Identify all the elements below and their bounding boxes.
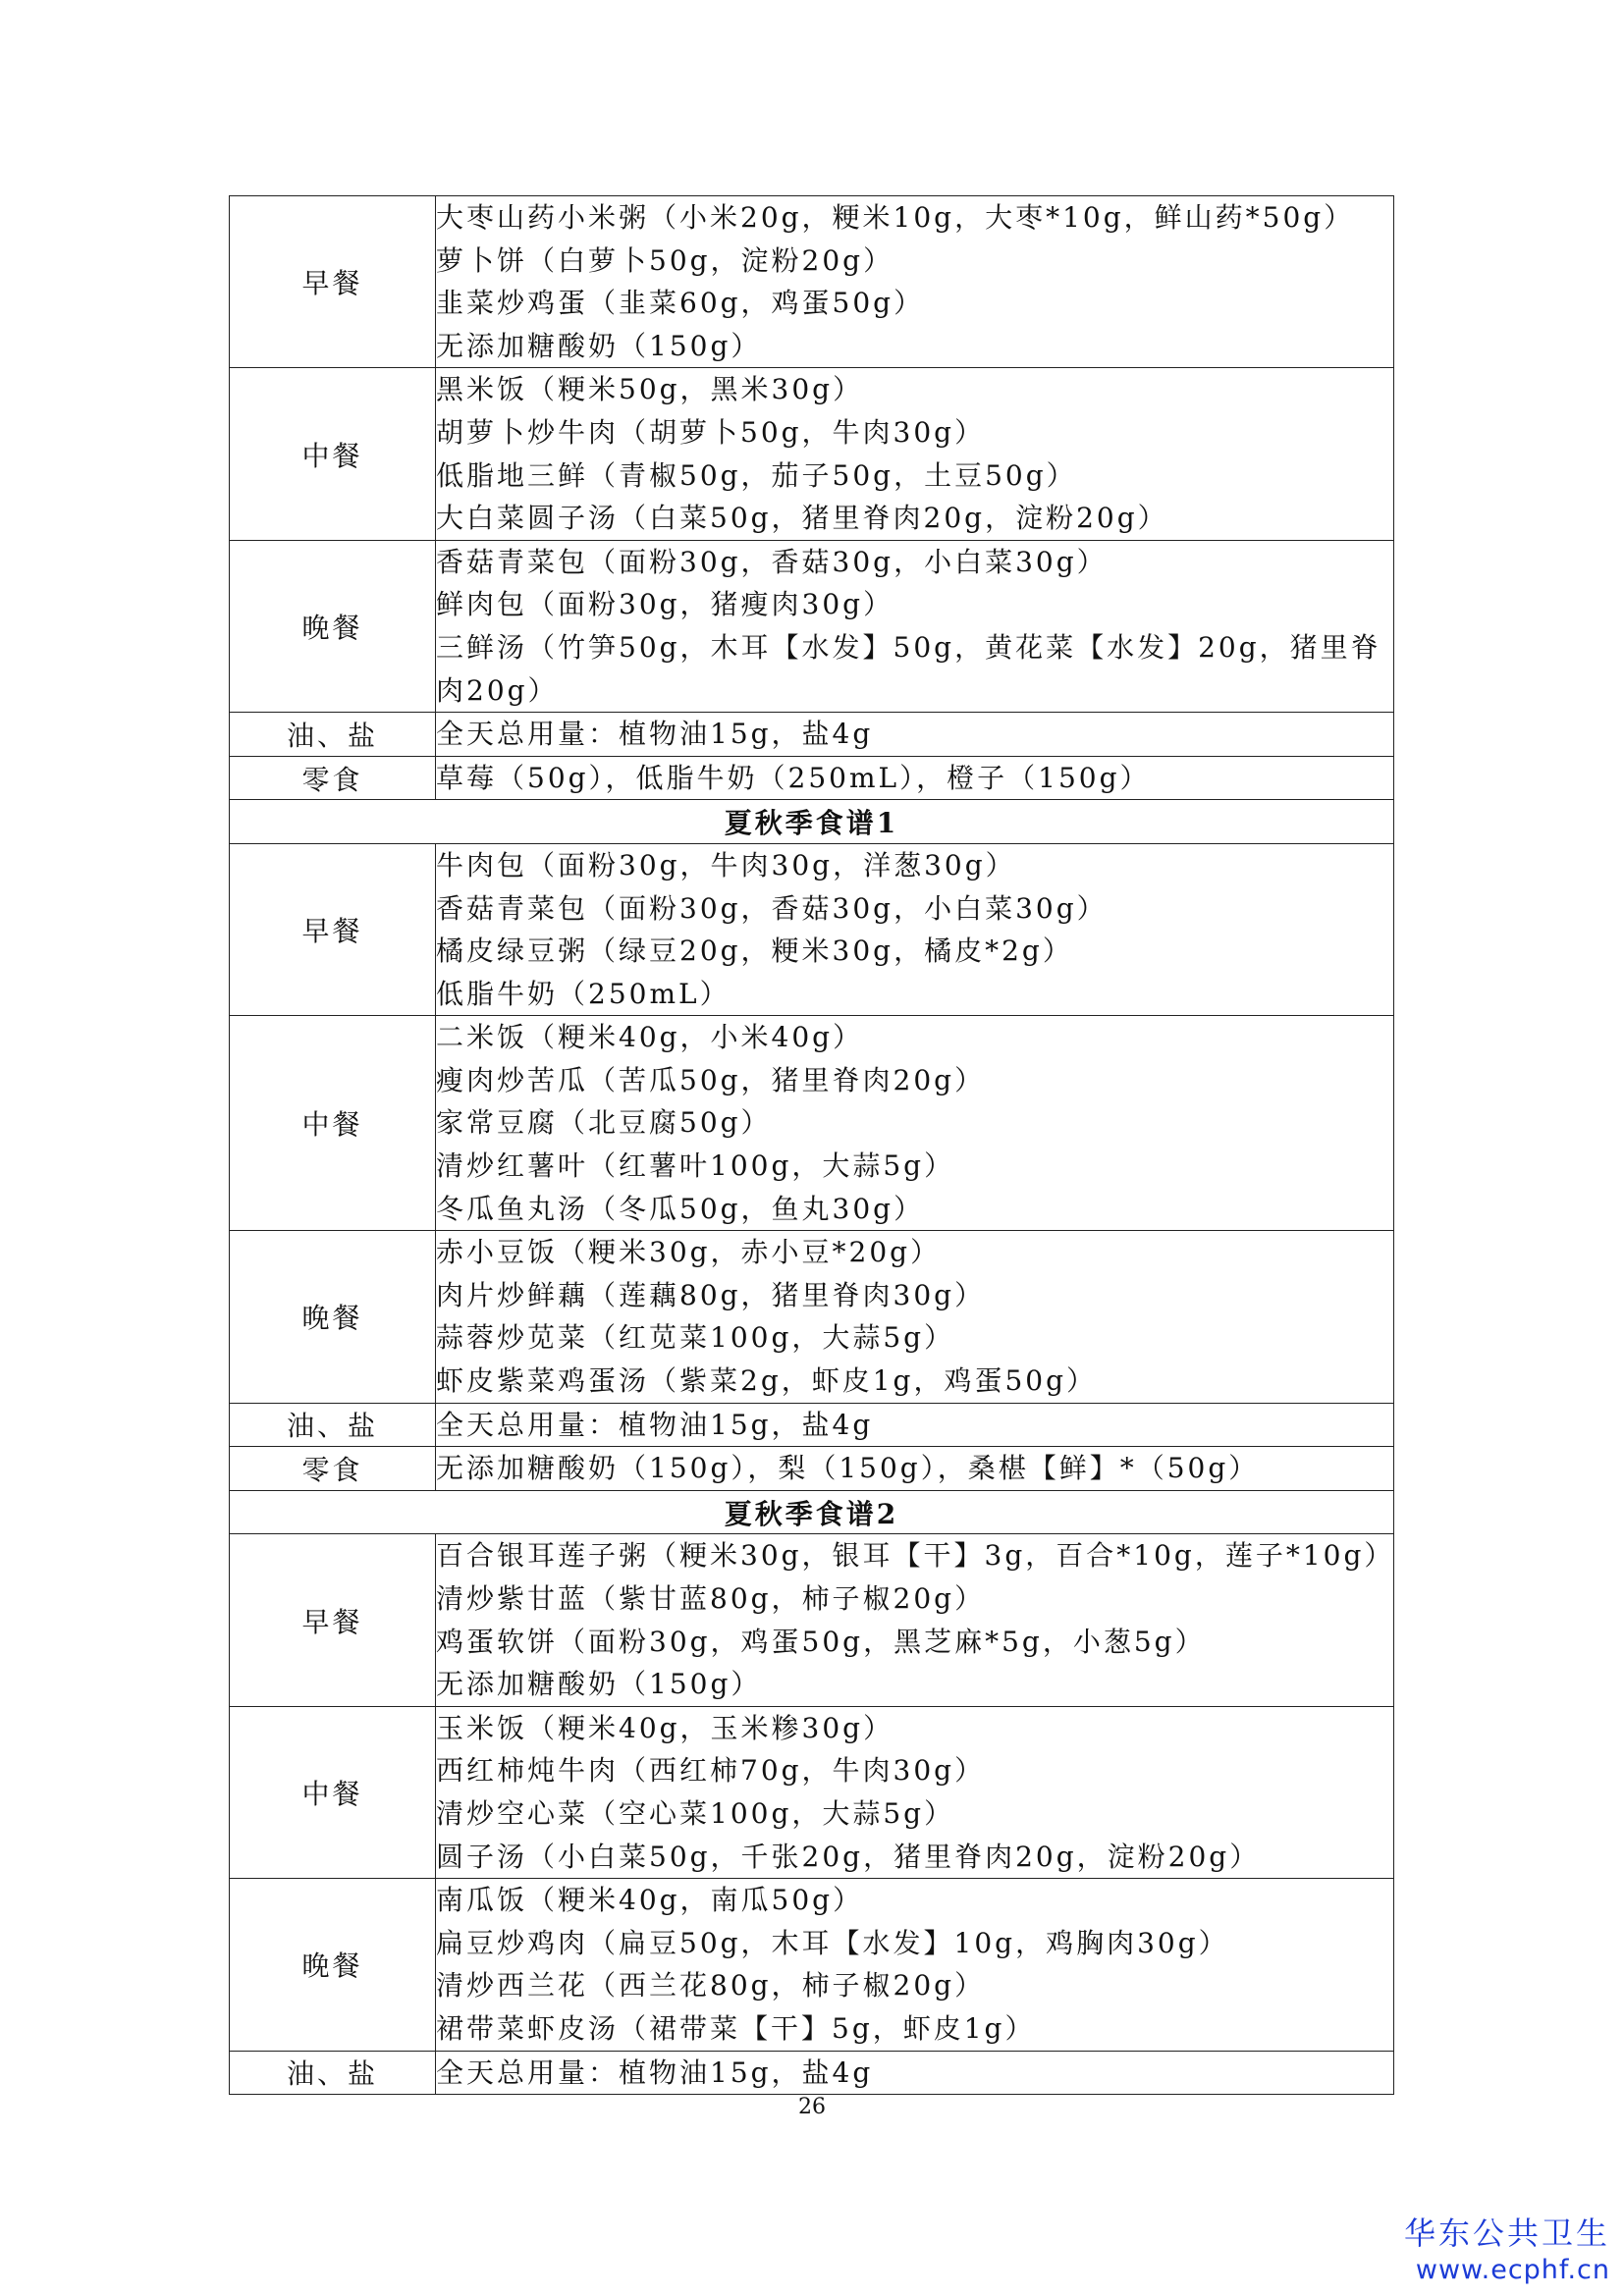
meal-label: 中餐	[230, 368, 436, 540]
menu-row	[230, 1706, 1394, 1878]
menu-row	[230, 2051, 1394, 2095]
food-item: 三鲜汤（竹笋50g，木耳【水发】50g，黄花菜【水发】20g，猪里脊肉20g）	[436, 630, 1381, 707]
meal-label: 晚餐	[230, 540, 436, 712]
meal-items	[436, 1879, 1394, 2051]
menu-row	[230, 1403, 1394, 1447]
meal-label: 中餐	[230, 1016, 436, 1231]
meal-items	[436, 843, 1394, 1015]
food-item: 百合银耳莲子粥（粳米30g，银耳【干】3g，百合*10g，莲子*10g）	[436, 1539, 1395, 1573]
food-item: 黑米饭（粳米50g，黑米30g）	[436, 373, 864, 406]
menu-row	[230, 1447, 1394, 1491]
meal-items	[436, 1231, 1394, 1403]
section-header-row	[230, 1490, 1394, 1534]
meal-label: 早餐	[230, 196, 436, 368]
food-item: 无添加糖酸奶（150g）	[436, 329, 762, 362]
menu-row	[230, 368, 1394, 540]
menu-table-body	[230, 196, 1394, 2095]
meal-items	[436, 1403, 1394, 1447]
meal-items	[436, 1534, 1394, 1706]
menu-row	[230, 1534, 1394, 1706]
meal-items	[436, 540, 1394, 712]
food-item: 胡萝卜炒牛肉（胡萝卜50g，牛肉30g）	[436, 415, 986, 449]
meal-items	[436, 713, 1394, 757]
food-item: 大白菜圆子汤（白菜50g，猪里脊肉20g，淀粉20g）	[436, 502, 1168, 535]
food-item: 全天总用量：植物油15g，盐4g	[436, 1408, 874, 1441]
food-item: 玉米饭（粳米40g，玉米糁30g）	[436, 1711, 894, 1744]
food-item: 清炒空心菜（空心菜100g，大蒜5g）	[436, 1796, 955, 1830]
food-item: 清炒西兰花（西兰花80g，柿子椒20g）	[436, 1969, 986, 2002]
meal-items	[436, 1447, 1394, 1491]
food-item: 瘦肉炒苦瓜（苦瓜50g，猪里脊肉20g）	[436, 1063, 986, 1096]
watermark-url[interactable]: www.ecphf.cn	[1415, 2255, 1610, 2285]
food-item: 二米饭（粳米40g，小米40g）	[436, 1021, 864, 1054]
food-item: 蒜蓉炒苋菜（红苋菜100g，大蒜5g）	[436, 1321, 955, 1355]
meal-items	[436, 1706, 1394, 1878]
meal-label: 零食	[230, 756, 436, 800]
meal-items	[436, 368, 1394, 540]
food-item: 韭菜炒鸡蛋（韭菜60g，鸡蛋50g）	[436, 287, 925, 320]
food-item: 清炒紫甘蓝（紫甘蓝80g，柿子椒20g）	[436, 1582, 986, 1615]
food-item: 香菇青菜包（面粉30g，香菇30g，小白菜30g）	[436, 891, 1108, 925]
menu-row	[230, 713, 1394, 757]
meal-label: 零食	[230, 1447, 436, 1491]
menu-row	[230, 843, 1394, 1015]
food-item: 无添加糖酸奶（150g），梨（150g），桑椹【鲜】*（50g）	[436, 1452, 1260, 1485]
section-header-row	[230, 800, 1394, 844]
menu-row	[230, 756, 1394, 800]
food-item: 全天总用量：植物油15g，盐4g	[436, 718, 874, 751]
food-item: 赤小豆饭（粳米30g，赤小豆*20g）	[436, 1236, 942, 1269]
food-item: 草莓（50g），低脂牛奶（250mL），橙子（150g）	[436, 761, 1151, 794]
food-item: 牛肉包（面粉30g，牛肉30g，洋葱30g）	[436, 848, 1016, 881]
food-item: 鸡蛋软饼（面粉30g，鸡蛋50g，黑芝麻*5g，小葱5g）	[436, 1625, 1206, 1658]
food-item: 虾皮紫菜鸡蛋汤（紫菜2g，虾皮1g，鸡蛋50g）	[436, 1364, 1098, 1398]
food-item: 无添加糖酸奶（150g）	[436, 1668, 762, 1701]
watermark-logo[interactable]	[1404, 2213, 1610, 2287]
meal-label: 油、盐	[230, 713, 436, 757]
meal-label: 油、盐	[230, 2051, 436, 2095]
menu-row	[230, 1879, 1394, 2051]
meal-label: 晚餐	[230, 1231, 436, 1403]
food-item: 肉片炒鲜藕（莲藕80g，猪里脊肉30g）	[436, 1278, 986, 1311]
meal-label: 早餐	[230, 843, 436, 1015]
food-item: 冬瓜鱼丸汤（冬瓜50g，鱼丸30g）	[436, 1192, 925, 1225]
section-title: 夏秋季食谱1	[230, 800, 1394, 844]
food-item: 低脂地三鲜（青椒50g，茄子50g，土豆50g）	[436, 458, 1077, 492]
food-item: 橘皮绿豆粥（绿豆20g，粳米30g，橘皮*2g）	[436, 934, 1073, 968]
food-item: 低脂牛奶（250mL）	[436, 977, 731, 1010]
food-item: 大枣山药小米粥（小米20g，粳米10g，大枣*10g，鲜山药*50g）	[436, 201, 1355, 234]
meal-label: 早餐	[230, 1534, 436, 1706]
meal-label: 油、盐	[230, 1403, 436, 1447]
menu-row	[230, 196, 1394, 368]
menu-row	[230, 1016, 1394, 1231]
food-item: 清炒红薯叶（红薯叶100g，大蒜5g）	[436, 1149, 955, 1183]
food-item: 鲜肉包（面粉30g，猪瘦肉30g）	[436, 588, 894, 621]
food-item: 南瓜饭（粳米40g，南瓜50g）	[436, 1884, 864, 1917]
food-item: 裙带菜虾皮汤（裙带菜【干】5g，虾皮1g）	[436, 2011, 1036, 2045]
meal-label: 中餐	[230, 1706, 436, 1878]
meal-items	[436, 196, 1394, 368]
food-item: 扁豆炒鸡肉（扁豆50g，木耳【水发】10g，鸡胸肉30g）	[436, 1926, 1229, 1959]
food-item: 全天总用量：植物油15g，盐4g	[436, 2056, 874, 2089]
meal-items	[436, 756, 1394, 800]
food-item: 萝卜饼（白萝卜50g，淀粉20g）	[436, 243, 894, 277]
watermark-name: 华东公共卫生	[1403, 2215, 1610, 2252]
meal-items	[436, 1016, 1394, 1231]
meal-items	[436, 2051, 1394, 2095]
meal-label: 晚餐	[230, 1879, 436, 2051]
page-number: 26	[798, 2095, 826, 2119]
menu-row	[230, 1231, 1394, 1403]
section-title: 夏秋季食谱2	[230, 1490, 1394, 1534]
menu-row	[230, 540, 1394, 712]
food-item: 家常豆腐（北豆腐50g）	[436, 1106, 772, 1140]
menu-table	[229, 195, 1394, 2095]
food-item: 圆子汤（小白菜50g，千张20g，猪里脊肉20g，淀粉20g）	[436, 1840, 1261, 1873]
food-item: 西红柿炖牛肉（西红柿70g，牛肉30g）	[436, 1754, 986, 1788]
food-item: 香菇青菜包（面粉30g，香菇30g，小白菜30g）	[436, 545, 1108, 578]
